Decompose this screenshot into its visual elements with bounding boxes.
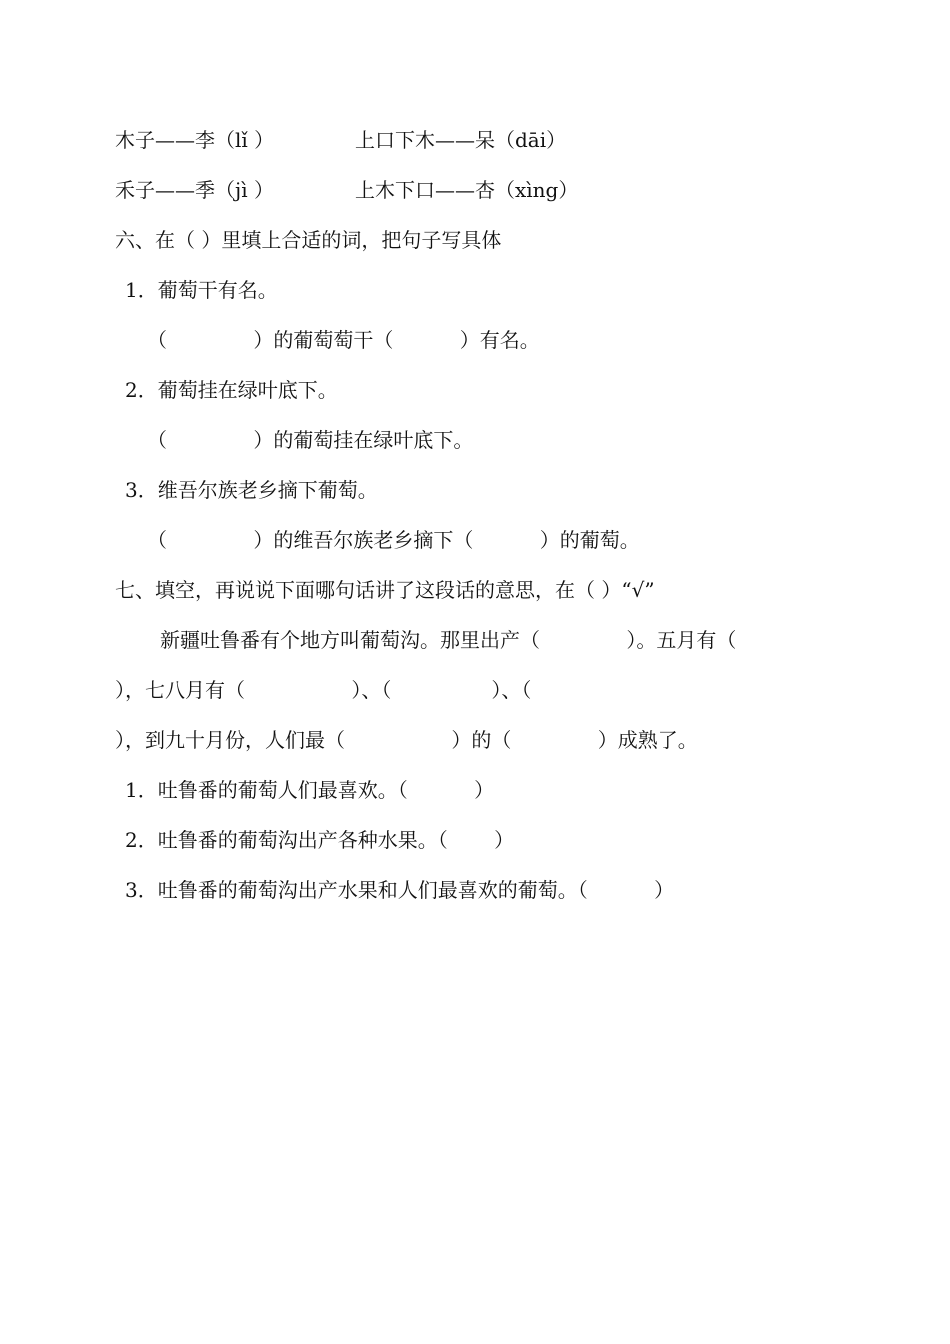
section-6-item-3-blank-line: （ ）的维吾尔族老乡摘下（ ）的葡萄。 bbox=[147, 528, 640, 552]
section-7-heading: 七、填空，再说说下面哪句话讲了这段话的意思，在（ ）“√” bbox=[115, 578, 655, 602]
section-6-item-2-sentence: 2．葡萄挂在绿叶底下。 bbox=[125, 378, 338, 402]
section-6-heading: 六、在（ ）里填上合适的词，把句子写具体 bbox=[115, 228, 502, 252]
section-7-option-3: 3．吐鲁番的葡萄沟出产水果和人们最喜欢的葡萄。（ ） bbox=[125, 878, 675, 902]
section-7-passage-line-3: ），到九十月份，人们最（ ）的（ ）成熟了。 bbox=[115, 728, 698, 752]
section-7-option-2: 2．吐鲁番的葡萄沟出产各种水果。（ ） bbox=[125, 828, 515, 852]
section-7-option-1: 1．吐鲁番的葡萄人们最喜欢。（ ） bbox=[125, 778, 495, 802]
section-6-item-1-blank-line: （ ）的葡萄萄干（ ）有名。 bbox=[147, 328, 540, 352]
riddle-1-right: 上口下木——呆（dāi） bbox=[355, 128, 567, 152]
section-6-item-2-blank-line: （ ）的葡萄挂在绿叶底下。 bbox=[147, 428, 474, 452]
section-7-passage-line-2: ），七八月有（ ）、（ ）、（ bbox=[115, 678, 532, 702]
section-7-passage-line-1: 新疆吐鲁番有个地方叫葡萄沟。那里出产（ ）。五月有（ bbox=[160, 628, 737, 652]
riddle-2-left: 禾子——季（jì ） bbox=[115, 178, 274, 202]
section-6-item-1-sentence: 1．葡萄干有名。 bbox=[125, 278, 278, 302]
riddle-2-right: 上木下口——杏（xìng） bbox=[355, 178, 579, 202]
riddle-1-left: 木子——李（lǐ ） bbox=[115, 128, 275, 152]
section-6-item-3-sentence: 3．维吾尔族老乡摘下葡萄。 bbox=[125, 478, 378, 502]
